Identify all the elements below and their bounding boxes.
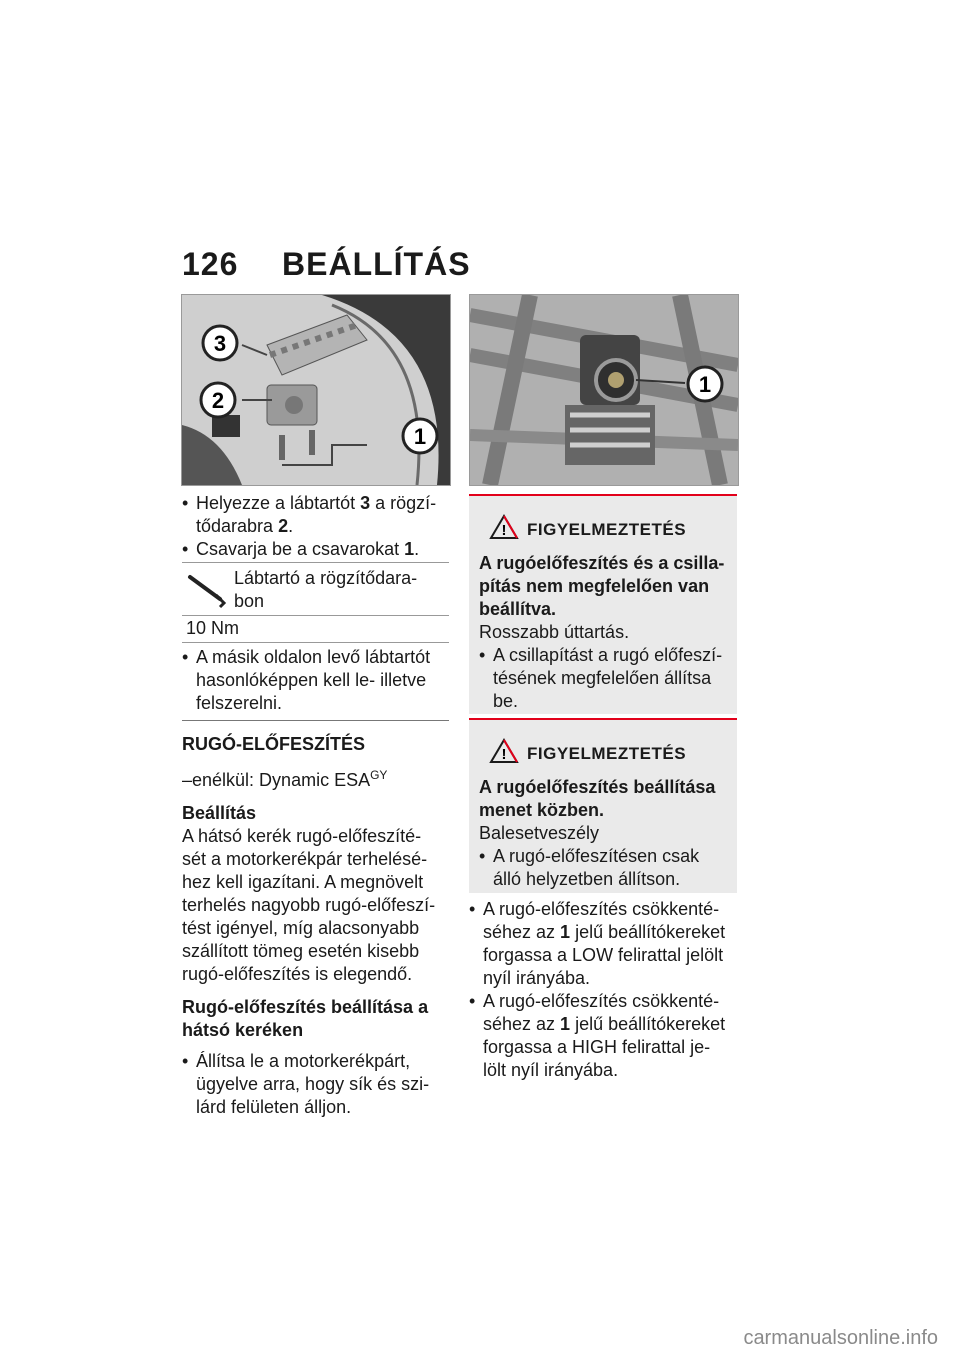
callout-1: [688, 367, 722, 401]
torque-label-line-2: bon: [234, 591, 265, 611]
step-line: jelű beállítókereket: [570, 922, 726, 942]
step-2-text-b: .: [414, 539, 420, 559]
step-1-ref-2: 2: [278, 516, 289, 536]
right-step-2: [469, 990, 741, 1082]
warning-2-consequence: Balesetveszély: [479, 823, 600, 843]
callout-1-label: 1: [413, 424, 427, 449]
headline-line: A rugóelőfeszítés és a csilla-: [479, 553, 725, 573]
bullet: •: [182, 1051, 189, 1071]
para-line: terhelés nagyobb rugó-előfeszí-: [182, 895, 436, 915]
warning-1-headline: [479, 552, 727, 621]
warning-1-consequence: Rosszabb úttartás.: [479, 622, 630, 642]
subheading-line-1: Rugó-előfeszítés beállítása a: [182, 997, 429, 1017]
footrest-figure: [181, 294, 451, 486]
warning-box-1: [469, 494, 737, 714]
callout-1: [403, 419, 437, 453]
step-line: A rugó-előfeszítés csökkenté-: [483, 991, 720, 1011]
bullet: •: [182, 539, 189, 559]
action-line: A csillapítást a rugó előfeszí-: [493, 645, 723, 665]
step-2-text: Csavarja be a csavarokat: [196, 539, 405, 559]
section-divider: [182, 720, 449, 721]
section-condition: [182, 764, 450, 792]
warning-triangle-icon: [489, 738, 519, 764]
torque-spec: [182, 562, 449, 643]
subheading-rear-wheel: [182, 996, 450, 1042]
step-3-line-3: felszerelni.: [196, 693, 283, 713]
section-step-line-3: lárd felületen álljon.: [196, 1097, 352, 1117]
page-title: BEÁLLÍTÁS: [282, 246, 471, 282]
adjuster-figure: [469, 294, 739, 486]
condition-text: –enélkül: Dynamic ESA: [182, 770, 371, 790]
callout-2-label: 2: [211, 388, 225, 413]
footrest-illustration: [182, 295, 450, 485]
subheading-line-2: hátsó keréken: [182, 1020, 304, 1040]
torque-wrench-icon: [186, 569, 230, 609]
subheading-setting: Beállítás: [182, 803, 257, 823]
warning-2-headline: [479, 776, 727, 822]
right-step-1: [469, 898, 741, 990]
section-step: [182, 1050, 450, 1119]
step-ref: 1: [560, 1014, 571, 1034]
action-line: A rugó-előfeszítésen csak: [493, 846, 700, 866]
step-1: [182, 492, 450, 538]
step-3-line-1: A másik oldalon levő lábtartót: [196, 647, 431, 667]
step-line: forgassa a LOW felirattal jelölt: [483, 945, 724, 965]
left-steps: [182, 492, 450, 561]
warning-2-action: [479, 845, 727, 891]
para-line: tést igényel, míg alacsonyabb: [182, 918, 420, 938]
section-step-line-1: Állítsa le a motorkerékpárt,: [196, 1051, 411, 1071]
callout-3: [203, 326, 237, 360]
headline-line: beállítva.: [479, 599, 557, 619]
torque-label: [234, 567, 444, 613]
action-line: álló helyzetben állítson.: [493, 869, 681, 889]
section-title: RUGÓ-ELŐFESZÍTÉS: [182, 734, 366, 754]
step-2-ref: 1: [404, 539, 415, 559]
right-steps: [469, 898, 741, 1082]
step-1-text: Helyezze a lábtartót: [196, 493, 361, 513]
step-line: A rugó-előfeszítés csökkenté-: [483, 899, 720, 919]
step-line: lölt nyíl irányába.: [483, 1060, 619, 1080]
step-line: séhez az: [483, 922, 561, 942]
para-line: sét a motorkerékpár terhelésé-: [182, 849, 428, 869]
step-line: jelű beállítókereket: [570, 1014, 726, 1034]
bullet: •: [479, 846, 486, 866]
headline-line: pítás nem megfelelően van: [479, 576, 710, 596]
bullet: •: [479, 645, 486, 665]
torque-label-line-1: Lábtartó a rögzítődara-: [234, 568, 418, 588]
step-1-text-d: .: [288, 516, 294, 536]
para-line: hez kell igazítani. A megnövelt: [182, 872, 424, 892]
warning-2-title: FIGYELMEZTETÉS: [527, 744, 687, 763]
warning-1-title: FIGYELMEZTETÉS: [527, 520, 687, 539]
bullet: •: [182, 647, 189, 667]
warning-1-action: [479, 644, 727, 713]
callout-3-label: 3: [213, 331, 227, 356]
page-header: [182, 246, 471, 283]
section-step-line-2: ügyelve arra, hogy sík és szi-: [196, 1074, 430, 1094]
bullet: •: [182, 493, 189, 513]
torque-spec-row: [182, 563, 449, 616]
footer-watermark: carmanualsonline.info: [743, 1327, 938, 1349]
bullet: •: [469, 991, 476, 1011]
warning-2-header: [479, 742, 727, 766]
step-3-line-2: hasonlóképpen kell le- illetve: [196, 670, 427, 690]
step-ref: 1: [560, 922, 571, 942]
para-line: A hátsó kerék rugó-előfeszíté-: [182, 826, 422, 846]
step-2: [182, 538, 450, 561]
para-line: szállított tömeg esetén kisebb: [182, 941, 420, 961]
headline-line: A rugóelőfeszítés beállítása: [479, 777, 716, 797]
step-1-text-b: a rögzí-: [370, 493, 437, 513]
torque-value: 10 Nm: [186, 618, 240, 638]
warning-1-header: [479, 518, 727, 542]
step-line: séhez az: [483, 1014, 561, 1034]
bullet: •: [469, 899, 476, 919]
step-line: nyíl irányába.: [483, 968, 591, 988]
warning-symbol: !: [501, 522, 507, 539]
warning-box-2: [469, 718, 737, 893]
headline-line: menet közben.: [479, 800, 605, 820]
warning-symbol: !: [501, 746, 507, 763]
callout-1-label: 1: [698, 372, 712, 397]
callout-2: [201, 383, 235, 417]
spring-preload-section: [182, 733, 450, 1119]
step-line: forgassa a HIGH felirattal je-: [483, 1037, 711, 1057]
para-line: rugó-előfeszítés is elegendő.: [182, 964, 413, 984]
step-1-ref: 3: [360, 493, 371, 513]
condition-superscript: GY: [370, 768, 388, 782]
warning-triangle-icon: [489, 514, 519, 540]
shock-adjuster-illustration: [470, 295, 738, 485]
action-line: be.: [493, 691, 519, 711]
section-paragraph: [182, 825, 450, 986]
page-number: 126: [182, 246, 239, 282]
step-1-text-c: tődarabra: [196, 516, 279, 536]
action-line: tésének megfelelően állítsa: [493, 668, 712, 688]
step-3: [182, 646, 464, 715]
